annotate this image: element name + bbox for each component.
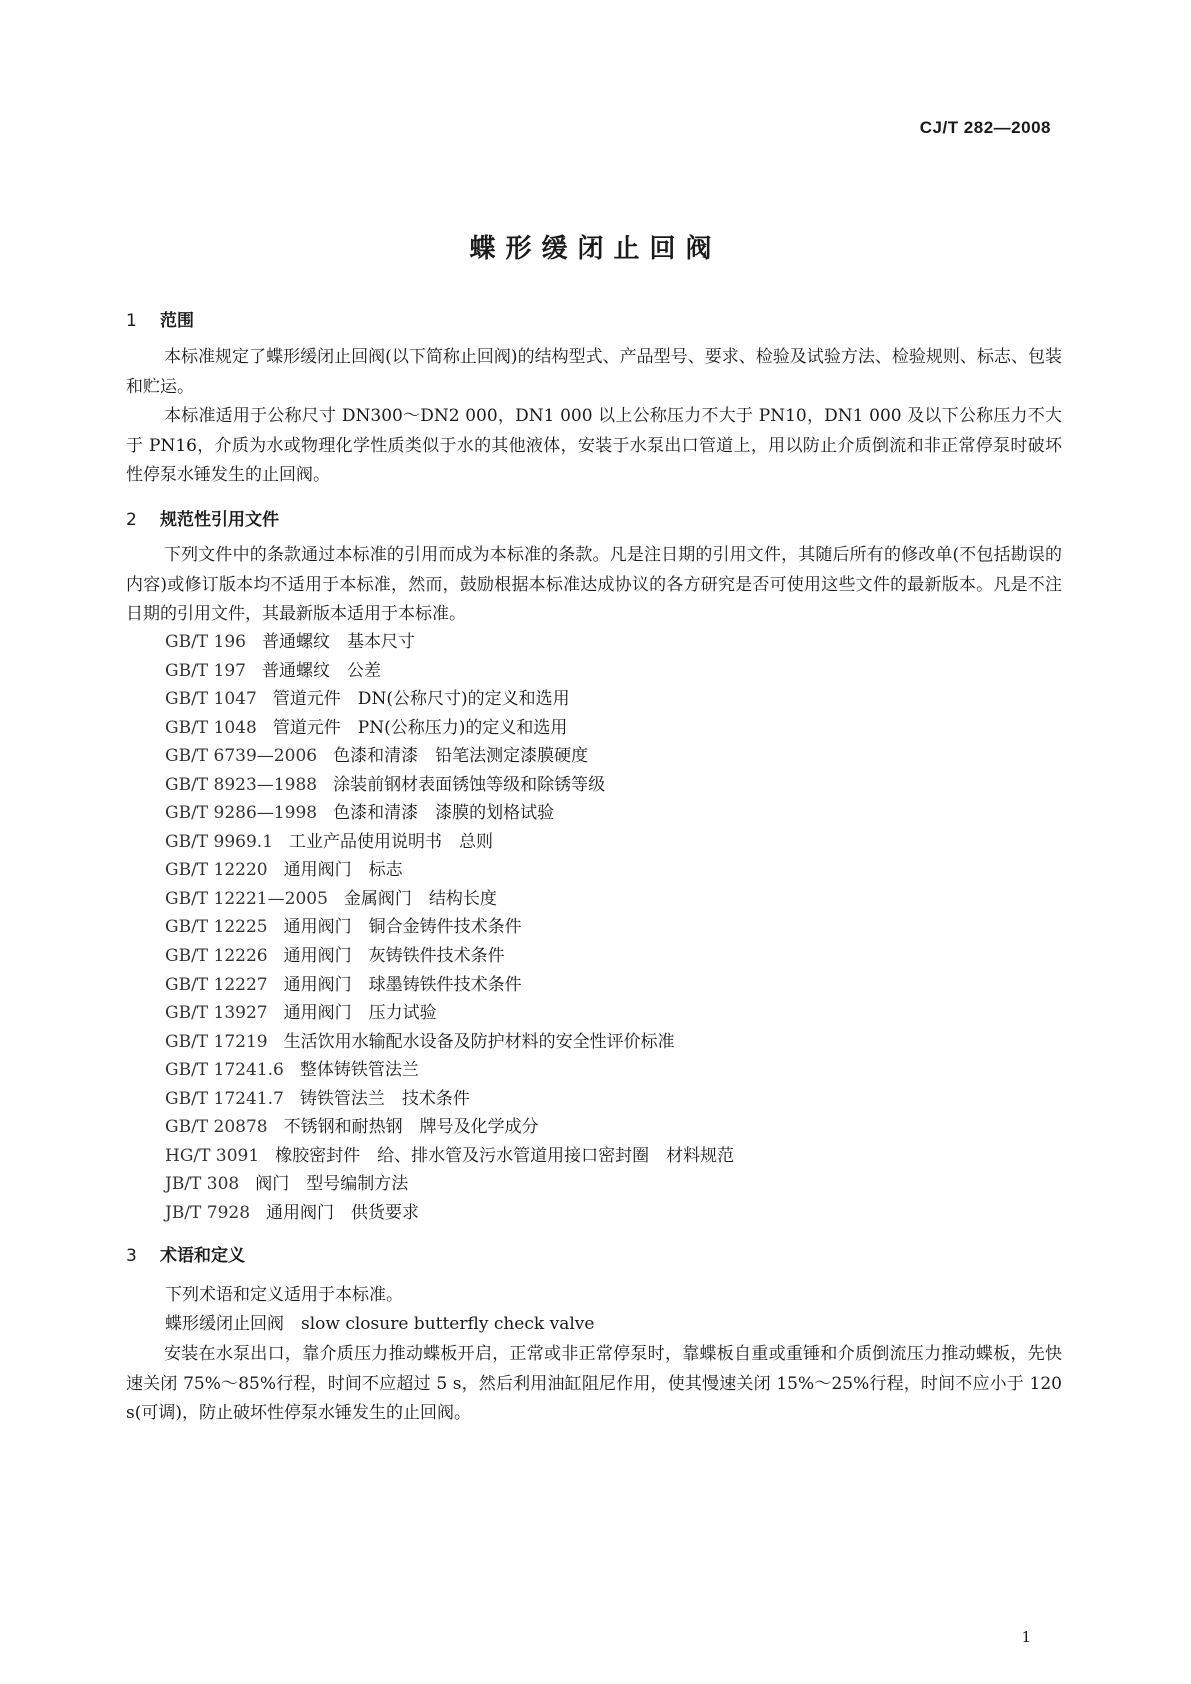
reference-item xyxy=(165,799,734,828)
reference-code: GB/T 197 xyxy=(165,660,246,681)
reference-item xyxy=(165,685,734,714)
term-heading: 蝶形缓闭止回阀 slow closure butterfly check valve xyxy=(165,1314,595,1334)
reference-title: 工业产品使用说明书 总则 xyxy=(289,831,494,852)
section-2-title: 规范性引用文件 xyxy=(160,510,279,530)
reference-item xyxy=(165,1028,734,1057)
reference-code: GB/T 12220 xyxy=(165,860,268,881)
reference-code: JB/T 308 xyxy=(165,1174,240,1195)
standard-code: CJ/T 282—2008 xyxy=(919,118,1051,137)
reference-code: GB/T 12225 xyxy=(165,917,268,938)
reference-title: 通用阀门 铜合金铸件技术条件 xyxy=(283,917,522,938)
reference-title: 橡胶密封件 给、排水管及污水管道用接口密封圈 材料规范 xyxy=(275,1145,735,1166)
reference-code: GB/T 17241.6 xyxy=(165,1060,284,1081)
reference-code: GB/T 9286—1998 xyxy=(165,803,318,824)
reference-item xyxy=(165,942,734,971)
reference-code: GB/T 1048 xyxy=(165,717,257,738)
reference-title: 通用阀门 球墨铸铁件技术条件 xyxy=(283,974,522,995)
reference-title: 涂装前钢材表面锈蚀等级和除锈等级 xyxy=(333,774,606,795)
page-number: 1 xyxy=(1021,1628,1031,1646)
reference-code: GB/T 12221—2005 xyxy=(165,888,328,909)
reference-title: 整体铸铁管法兰 xyxy=(299,1060,419,1081)
reference-code: GB/T 1047 xyxy=(165,689,257,710)
reference-code: GB/T 6739—2006 xyxy=(165,746,318,767)
reference-code: GB/T 12226 xyxy=(165,946,268,967)
document-title: 蝶形缓闭止回阀 xyxy=(469,234,722,264)
section-3-heading xyxy=(126,1241,245,1266)
reference-item xyxy=(165,856,734,885)
reference-item xyxy=(165,657,734,686)
section-1-heading xyxy=(126,306,194,331)
reference-code: GB/T 17219 xyxy=(165,1031,268,1052)
reference-code: GB/T 8923—1988 xyxy=(165,774,318,795)
section-3-number: 3 xyxy=(126,1246,137,1266)
reference-code: GB/T 196 xyxy=(165,632,246,652)
reference-title: 普通螺纹 基本尺寸 xyxy=(262,632,415,652)
reference-title: 通用阀门 标志 xyxy=(283,860,403,881)
reference-item xyxy=(165,742,734,771)
reference-title: 通用阀门 压力试验 xyxy=(283,1003,437,1024)
reference-item xyxy=(165,1056,734,1085)
section-2-intro: 下列文件中的条款通过本标准的引用而成为本标准的条款。凡是注日期的引用文件，其随后所有的修改单(不包括勘误的内容)或修订版本均不适用于本标准，然而，鼓励根据本标准达成协议的各方研究是否可使用这些文件的最新版本。凡是不注日期的引用文件，其最新版本适用于本标准。 xyxy=(126,545,1062,624)
reference-title: 普通螺纹 公差 xyxy=(262,660,381,681)
reference-title: 管道元件 PN(公称压力)的定义和选用 xyxy=(272,717,568,738)
reference-title: 色漆和清漆 漆膜的划格试验 xyxy=(333,803,555,824)
section-3-intro: 下列术语和定义适用于本标准。 xyxy=(165,1285,403,1305)
reference-code: GB/T 17241.7 xyxy=(165,1088,284,1109)
reference-item xyxy=(165,999,734,1028)
reference-title: 铸铁管法兰 技术条件 xyxy=(299,1088,470,1109)
section-2-number: 2 xyxy=(126,510,137,530)
reference-title: 不锈钢和耐热钢 牌号及化学成分 xyxy=(283,1117,539,1138)
reference-code: GB/T 13927 xyxy=(165,1003,268,1024)
reference-item xyxy=(165,1085,734,1114)
reference-item xyxy=(165,1113,734,1142)
reference-item xyxy=(165,1142,734,1171)
reference-item xyxy=(165,1170,734,1199)
reference-code: GB/T 9969.1 xyxy=(165,831,274,852)
section-1-paragraph-2: 本标准适用于公称尺寸 DN300～DN2 000，DN1 000 以上公称压力不大于 PN10，DN1 000 及以下公称压力不大于 PN16，介质为水或物理化学性质类似于水的其他液体，安装于水泵出口管道上，用以防止介质倒流和非正常停泵时破坏性停泵水锤发生的止回阀。 xyxy=(126,406,1062,485)
reference-title: 阀门 型号编制方法 xyxy=(255,1174,409,1195)
reference-title: 生活饮用水输配水设备及防护材料的安全性评价标准 xyxy=(283,1031,675,1052)
reference-item xyxy=(165,714,734,743)
section-1-paragraph-1: 本标准规定了蝶形缓闭止回阀(以下简称止回阀)的结构型式、产品型号、要求、检验及试验方法、检验规则、标志、包装和贮运。 xyxy=(126,347,1062,397)
section-3-title: 术语和定义 xyxy=(160,1246,245,1266)
reference-title: 色漆和清漆 铅笔法测定漆膜硬度 xyxy=(333,746,589,767)
reference-code: GB/T 20878 xyxy=(165,1117,268,1138)
reference-code: HG/T 3091 xyxy=(165,1145,260,1166)
section-1-number: 1 xyxy=(126,311,137,331)
reference-item xyxy=(165,913,734,942)
reference-list xyxy=(165,628,734,1227)
reference-code: JB/T 7928 xyxy=(165,1202,251,1223)
reference-title: 金属阀门 结构长度 xyxy=(343,888,497,909)
reference-title: 通用阀门 灰铸铁件技术条件 xyxy=(283,946,505,967)
reference-title: 管道元件 DN(公称尺寸)的定义和选用 xyxy=(272,689,570,710)
reference-item xyxy=(165,885,734,914)
term-definition: 安装在水泵出口，靠介质压力推动蝶板开启，正常或非正常停泵时，靠蝶板自重或重锤和介质倒流压力推动蝶板，先快速关闭 75%～85%行程，时间不应超过 5 s，然后利用油缸阻尼作用，使其慢速关闭 15%～25%行程，时间不应小于 120 s(可调)，防止破坏性停泵水锤发生的止回阀。 xyxy=(126,1344,1062,1423)
section-1-title: 范围 xyxy=(160,311,194,331)
reference-code: GB/T 12227 xyxy=(165,974,268,995)
reference-item xyxy=(165,828,734,857)
reference-item xyxy=(165,1199,734,1228)
reference-item xyxy=(165,971,734,1000)
section-2-heading xyxy=(126,505,279,530)
reference-title: 通用阀门 供货要求 xyxy=(266,1202,420,1223)
reference-item xyxy=(165,628,734,657)
reference-item xyxy=(165,771,734,800)
